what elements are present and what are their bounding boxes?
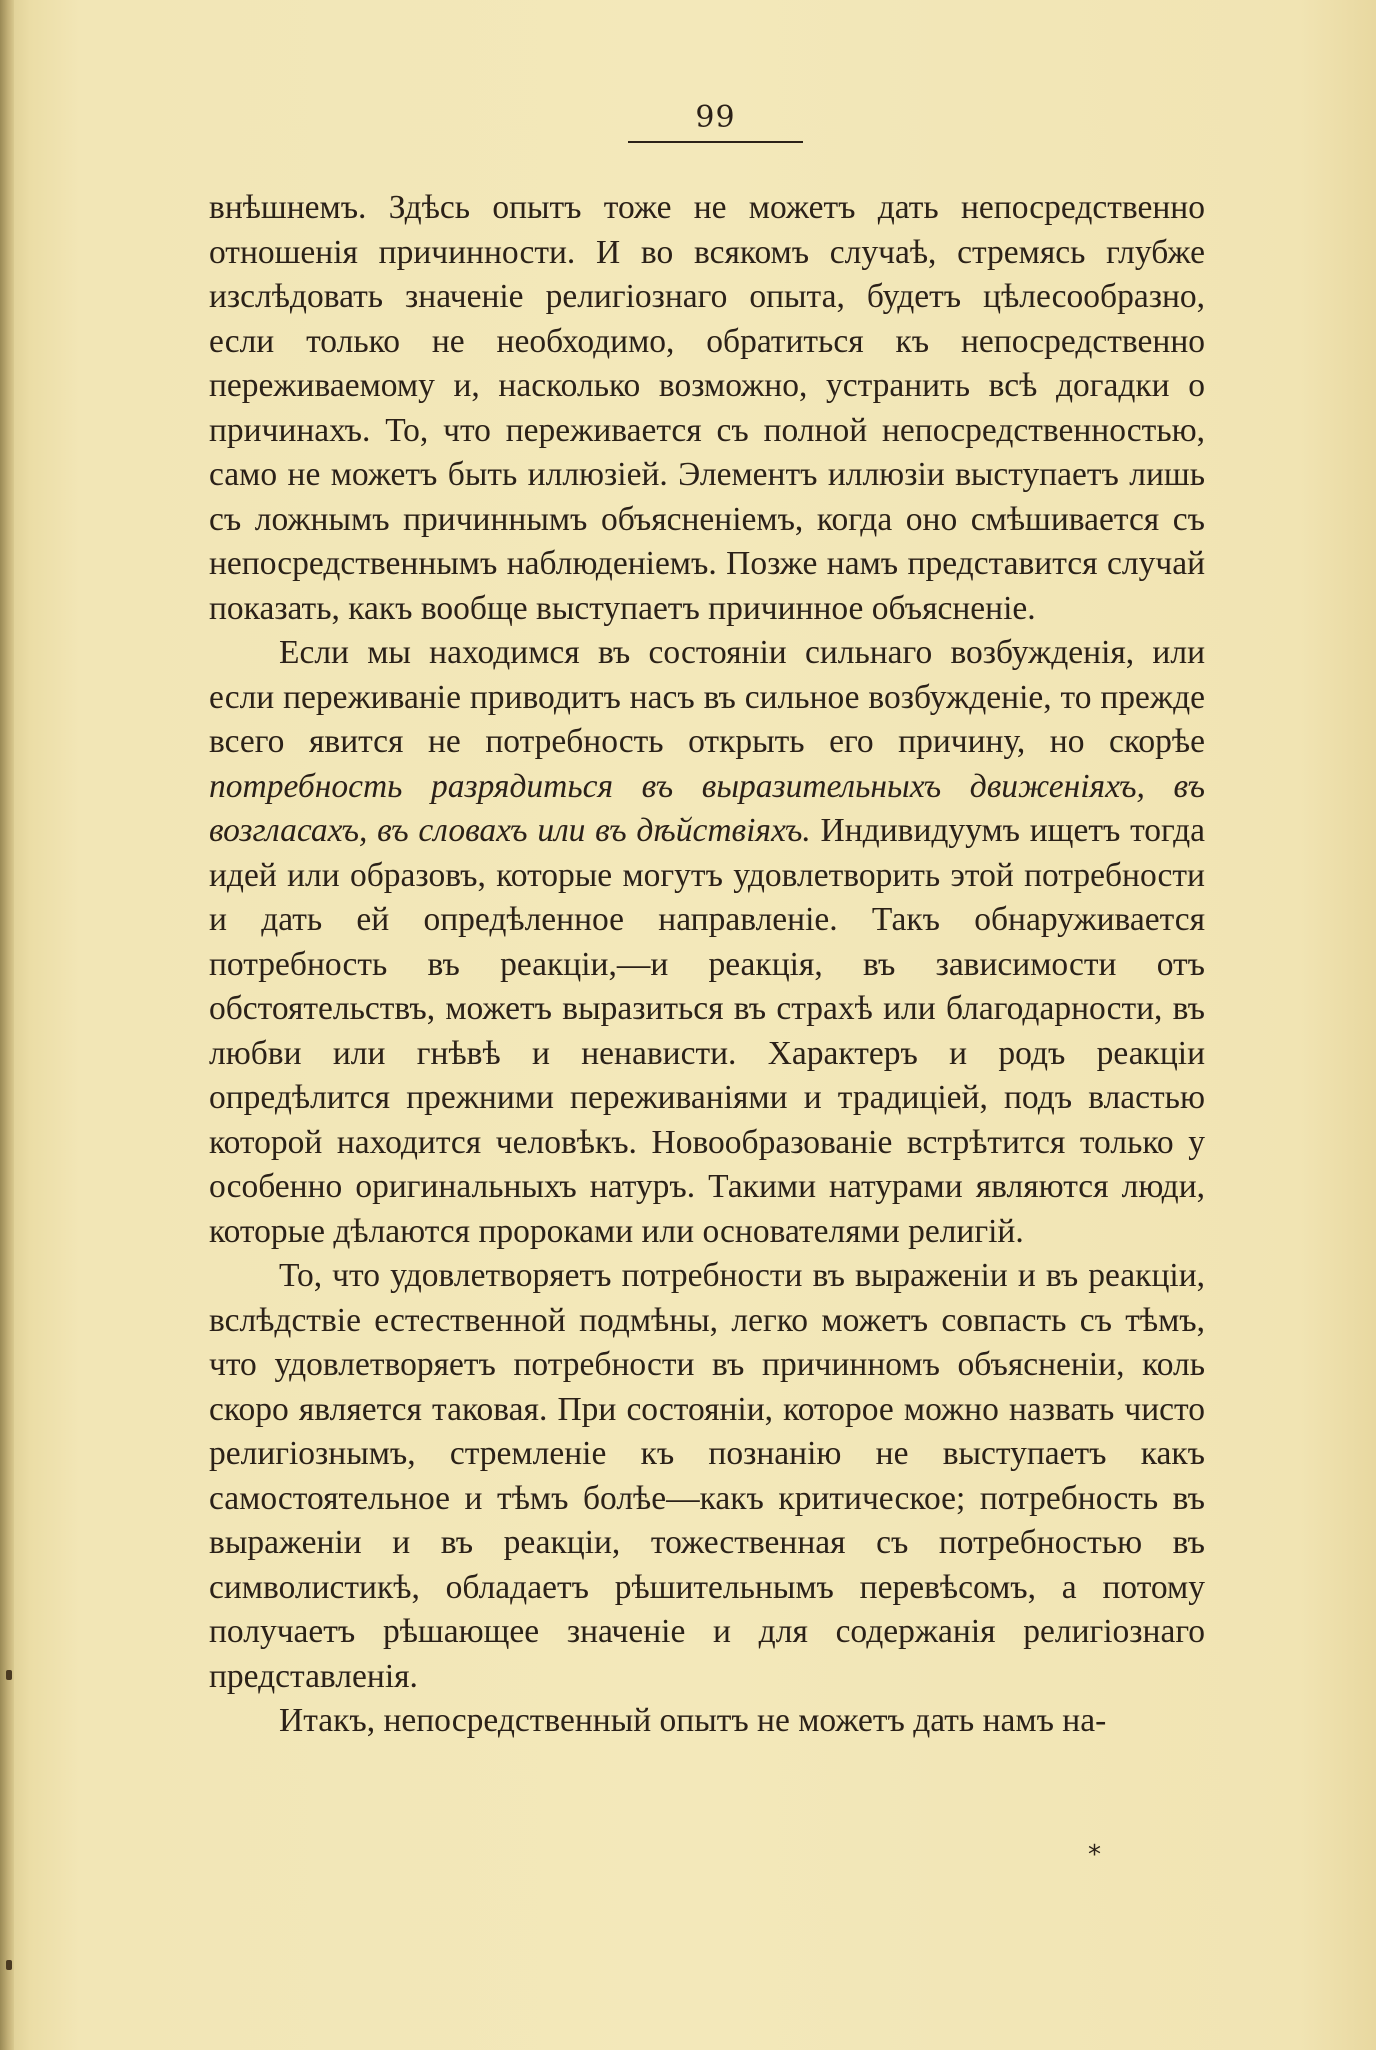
paragraph-p2 (209, 631, 1205, 1254)
paragraph-text: То, что удовлетворяетъ потребности въ выраженіи и въ реакціи, вслѣдствіе естественной подмѣны, легко можетъ совпасть съ тѣмъ, что удовлетворяетъ потребности въ причинномъ объясненіи, коль скоро является таковая. При состояніи, которое можно назвать чисто религіознымъ, стремленіе къ познанію не выступаетъ какъ самостоятельное и тѣмъ болѣе—какъ критическое; потребность въ выраженіи и въ реакціи, тожественная съ потребностью въ символистикѣ, обладаетъ рѣшительнымъ перевѣсомъ, а потому получаетъ рѣшающее значеніе и для содержанія религіознаго представленія. (209, 1257, 1205, 1695)
paragraph-p3 (209, 1254, 1205, 1699)
emphasis-text: потребность разрядиться въ выразительныхъ движеніяхъ, въ возгласахъ, въ словахъ или въ дѣйствіяхъ. (209, 767, 1205, 849)
header-rule (628, 141, 803, 143)
page-number: 99 (695, 100, 736, 135)
paragraph-text: Если мы находимся въ состояніи сильнаго возбужденія, или если переживаніе приводитъ насъ въ сильное возбужденіе, то прежде всего явится не потребность открыть его причину, но скорѣе (209, 634, 1205, 760)
ink-speck (6, 1670, 12, 1680)
paragraph-p4 (209, 1699, 1205, 1744)
book-spine-shadow (0, 0, 14, 2050)
paragraph-text: внѣшнемъ. Здѣсь опытъ тоже не можетъ дать непосредственно отношенія причинности. И во всякомъ случаѣ, стремясь глубже изслѣдовать значеніе религіознаго опыта, будетъ цѣлесообразно, если только не необходимо, обратиться къ непосредственно переживаемому и, насколько возможно, устранить всѣ догадки о причинахъ. То, что переживается съ полной непосредственностью, само не можетъ быть иллюзіей. Элементъ иллюзіи выступаетъ лишь съ ложнымъ причиннымъ объясненіемъ, когда оно смѣшивается съ непосредственнымъ наблюденіемъ. Позже намъ представится случай показать, какъ вообще выступаетъ причинное объясненіе. (209, 189, 1205, 627)
paragraph-text: Итакъ, непосредственный опытъ не можетъ дать намъ на- (279, 1702, 1107, 1739)
ink-speck (6, 1960, 12, 1970)
paragraph-p1 (209, 186, 1205, 631)
signature-mark: * (1088, 1840, 1101, 1870)
body-text (209, 186, 1205, 1744)
paragraph-text: Индивидуумъ ищетъ тогда идей или образовъ, которые могутъ удовлетворить этой потребности и дать ей опредѣленное направленіе. Такъ обнаруживается потребность въ реакціи,—и реакція, въ зависимости отъ обстоятельствъ, можетъ выразиться въ страхѣ или благодарности, въ любви или гнѣвѣ и ненависти. Характеръ и родъ реакціи опредѣлится прежними переживаніями и традиціей, подъ властью которой находится человѣкъ. Новообразованіе встрѣтится только у особенно оригинальныхъ натуръ. Такими натурами являются люди, которые дѣлаются пророками или основателями религій. (209, 812, 1206, 1250)
